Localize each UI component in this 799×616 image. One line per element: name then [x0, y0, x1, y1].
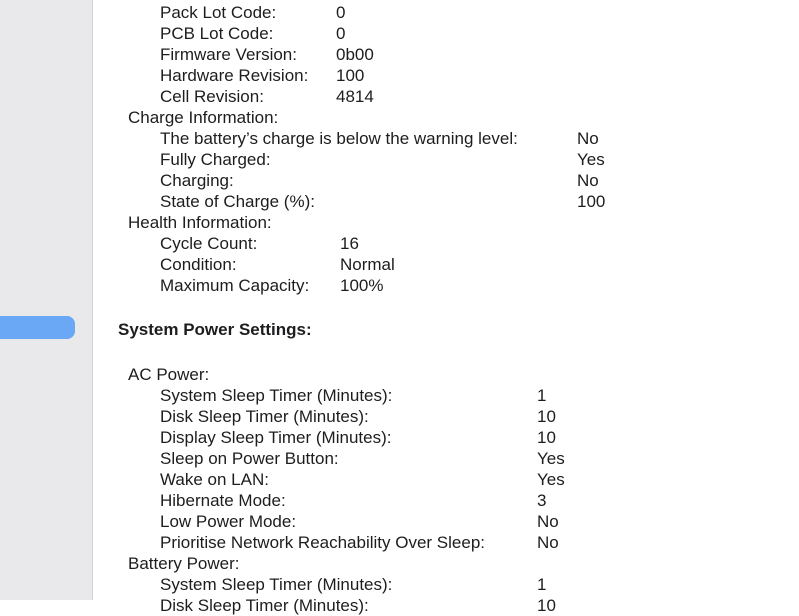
charge-information-header: Charge Information:	[128, 108, 279, 127]
hardware-revision-label: Hardware Revision:	[160, 66, 309, 85]
ac-sleep-power-button-label: Sleep on Power Button:	[160, 449, 339, 468]
firmware-version-value: 0b00	[336, 45, 374, 64]
battery-disk-sleep-value: 10	[537, 596, 556, 615]
system-power-settings-heading: System Power Settings:	[118, 320, 312, 339]
ac-display-sleep-value: 10	[537, 428, 556, 447]
hardware-revision-value: 100	[336, 66, 365, 85]
sidebar-selected-item[interactable]	[0, 316, 75, 339]
ac-system-sleep-value: 1	[537, 386, 547, 405]
maximum-capacity-value: 100%	[340, 276, 384, 295]
maximum-capacity-label: Maximum Capacity:	[160, 276, 310, 295]
ac-prioritise-network-value: No	[537, 533, 559, 552]
battery-system-sleep-label: System Sleep Timer (Minutes):	[160, 575, 393, 594]
ac-hibernate-mode-value: 3	[537, 491, 547, 510]
cycle-count-label: Cycle Count:	[160, 234, 258, 253]
state-of-charge-label: State of Charge (%):	[160, 192, 315, 211]
ac-hibernate-mode-label: Hibernate Mode:	[160, 491, 286, 510]
ac-prioritise-network-label: Prioritise Network Reachability Over Sleep:	[160, 533, 486, 552]
pcb-lot-code-label: PCB Lot Code:	[160, 24, 274, 43]
ac-power-header: AC Power:	[128, 365, 210, 384]
system-information-content	[93, 0, 799, 615]
condition-value: Normal	[340, 255, 395, 274]
ac-low-power-mode-label: Low Power Mode:	[160, 512, 297, 531]
ac-system-sleep-label: System Sleep Timer (Minutes):	[160, 386, 393, 405]
ac-disk-sleep-label: Disk Sleep Timer (Minutes):	[160, 407, 369, 426]
state-of-charge-value: 100	[577, 192, 606, 211]
ac-wake-on-lan-label: Wake on LAN:	[160, 470, 269, 489]
battery-system-sleep-value: 1	[537, 575, 547, 594]
charging-value: No	[577, 171, 599, 190]
fully-charged-value: Yes	[577, 150, 605, 169]
cell-revision-label: Cell Revision:	[160, 87, 264, 106]
ac-sleep-power-button-value: Yes	[537, 449, 565, 468]
ac-low-power-mode-value: No	[537, 512, 559, 531]
battery-disk-sleep-label: Disk Sleep Timer (Minutes):	[160, 596, 369, 615]
charge-below-warning-label: The battery’s charge is below the warning level:	[160, 129, 518, 148]
sidebar	[0, 0, 93, 600]
ac-disk-sleep-value: 10	[537, 407, 556, 426]
charge-below-warning-value: No	[577, 129, 599, 148]
condition-label: Condition:	[160, 255, 237, 274]
pcb-lot-code-value: 0	[336, 24, 346, 43]
fully-charged-label: Fully Charged:	[160, 150, 271, 169]
firmware-version-label: Firmware Version:	[160, 45, 297, 64]
pack-lot-code-label: Pack Lot Code:	[160, 3, 277, 22]
pack-lot-code-value: 0	[336, 3, 346, 22]
ac-display-sleep-label: Display Sleep Timer (Minutes):	[160, 428, 392, 447]
ac-wake-on-lan-value: Yes	[537, 470, 565, 489]
health-information-header: Health Information:	[128, 213, 272, 232]
charging-label: Charging:	[160, 171, 234, 190]
cycle-count-value: 16	[340, 234, 359, 253]
cell-revision-value: 4814	[336, 87, 374, 106]
battery-power-header: Battery Power:	[128, 554, 240, 573]
